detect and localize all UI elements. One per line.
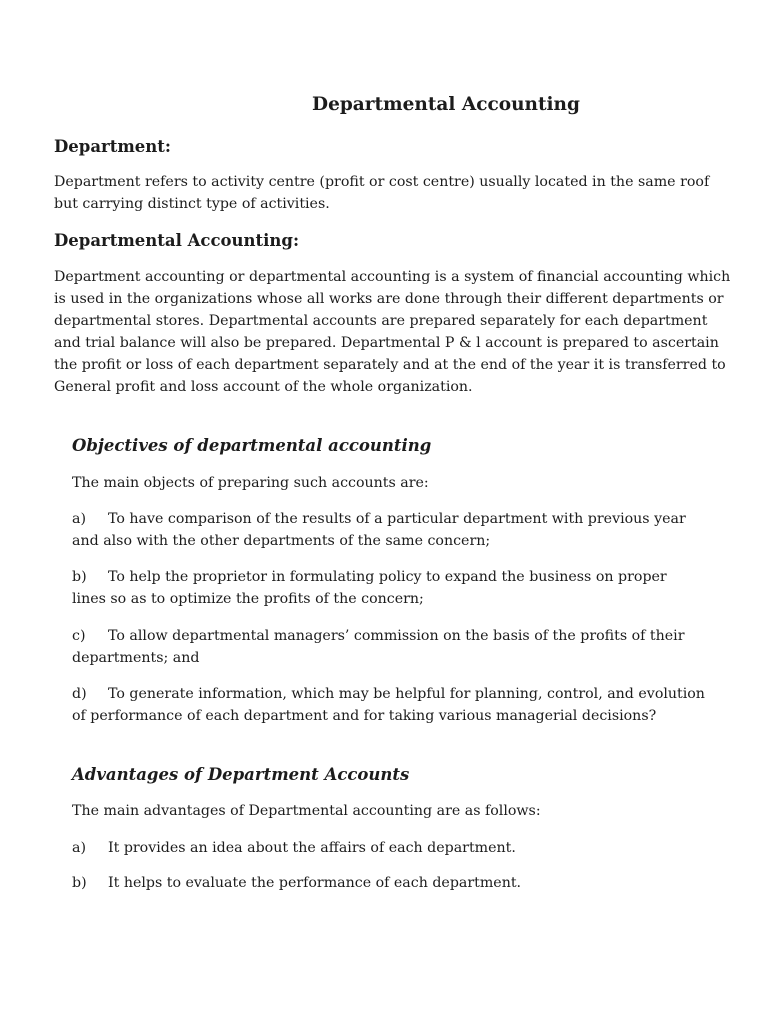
section-heading-department: Department: [54,137,172,156]
list-item-continuation: lines so as to optimize the profits of the concern; [72,591,424,607]
objective-item [72,508,686,552]
objectives-intro: The main objects of preparing such accounts are: [72,475,429,491]
list-item-text: To help the proprietor in formulating policy to expand the business on proper [108,569,667,585]
paragraph-line: Department accounting or departmental accounting is a system of financial accounting which [54,269,731,285]
paragraph-line: the profit or loss of each department separately and at the end of the year it is transferred to [54,357,726,373]
advantage-item [72,872,521,894]
list-marker: b) [72,569,87,585]
list-marker: d) [72,686,87,702]
list-marker: a) [72,840,86,856]
paragraph-line: General profit and loss account of the whole organization. [54,379,473,395]
paragraph-line: departmental stores. Departmental accounts are prepared separately for each department [54,313,708,329]
advantages-intro: The main advantages of Departmental accounting are as follows: [72,803,541,819]
paragraph-line: and trial balance will also be prepared. Departmental P & l account is prepared to ascertain [54,335,719,351]
list-item-text: To allow departmental managers’ commission on the basis of the profits of their [108,628,685,644]
list-marker: c) [72,628,86,644]
document-title: Departmental Accounting [312,94,580,115]
list-item-text: To generate information, which may be helpful for planning, control, and evolution [108,686,705,702]
section-heading-departmental-accounting: Departmental Accounting: [54,231,300,250]
paragraph-line: but carrying distinct type of activities. [54,196,330,212]
list-item-text: It helps to evaluate the performance of each department. [108,875,522,891]
paragraph-line: Department refers to activity centre (profit or cost centre) usually located in the same roof [54,174,710,190]
list-item-continuation: of performance of each department and for taking various managerial decisions? [72,708,657,724]
list-marker: b) [72,875,87,891]
objective-item [72,683,705,727]
departmental-accounting-paragraph [54,266,731,398]
list-item-text: It provides an idea about the affairs of each department. [108,840,516,856]
objective-item [72,566,667,610]
paragraph-line: is used in the organizations whose all works are done through their different departments or [54,291,724,307]
list-item-text: To have comparison of the results of a particular department with previous year [108,511,686,527]
section-heading-objectives: Objectives of departmental accounting [72,436,432,455]
section-heading-advantages: Advantages of Department Accounts [72,765,410,784]
advantage-item [72,837,516,859]
list-item-continuation: and also with the other departments of the same concern; [72,533,491,549]
list-item-continuation: departments; and [72,650,200,666]
objective-item [72,625,684,669]
list-marker: a) [72,511,86,527]
department-definition-paragraph [54,171,714,215]
